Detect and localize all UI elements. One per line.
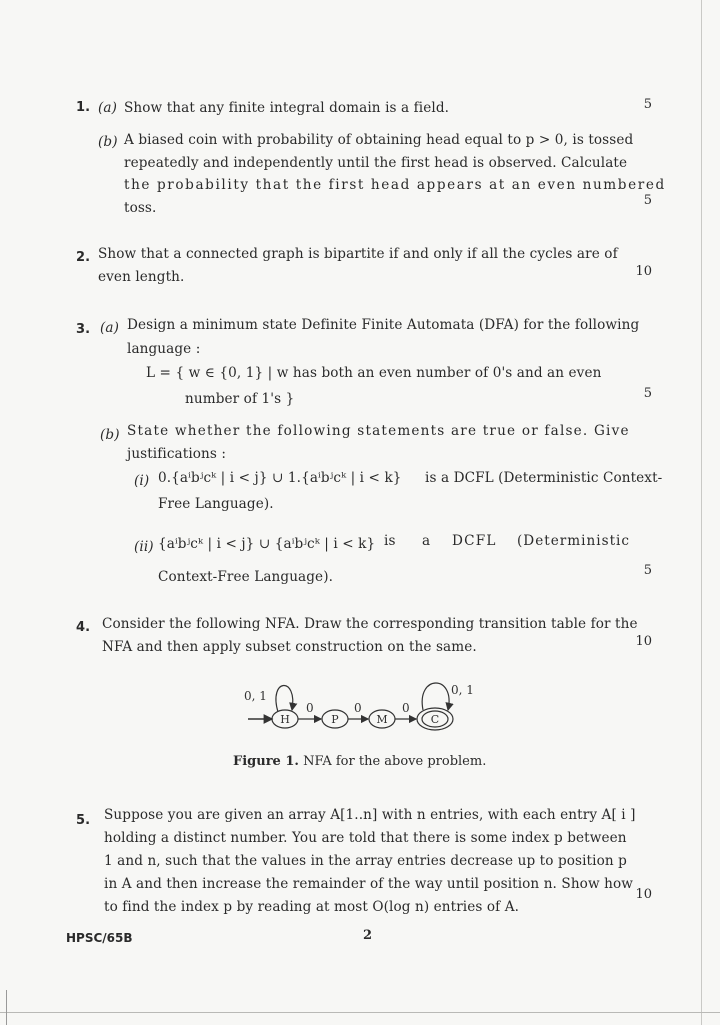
edge-m-c-label: 0	[402, 701, 410, 715]
figure-caption-label: Figure 1.	[233, 754, 299, 769]
q4-line2: NFA and then apply subset construction on the same.	[102, 639, 477, 655]
page-edge-right	[701, 0, 702, 1025]
q1b-marks: 5	[643, 193, 652, 208]
state-p-label: P	[331, 713, 339, 726]
q3a-label: (a)	[100, 320, 120, 336]
q3b-line2: justifications :	[127, 446, 227, 462]
q4-number: 4.	[76, 620, 91, 635]
q5-line5: to find the index p by reading at most O(log n) entries of A.	[104, 899, 520, 915]
q3b-marks: 5	[643, 563, 652, 578]
q3b-ii-line2: Context-Free Language).	[158, 569, 334, 585]
q3b-ii-word-deterministic: (Deterministic	[517, 533, 630, 549]
q5-number: 5.	[76, 813, 91, 828]
q3a-marks: 5	[643, 386, 652, 401]
q3b-i-expression: 0.{aⁱbʲcᵏ | i < j} ∪ 1.{aⁱbʲcᵏ | i < k}	[158, 470, 402, 486]
q5-line4: in A and then increase the remainder of the way until position n. Show how	[104, 876, 633, 892]
q1-number: 1.	[76, 100, 91, 115]
q5-marks: 10	[635, 887, 652, 902]
q3b-ii-label: (ii)	[134, 539, 154, 555]
q3a-line1: Design a minimum state Definite Finite Automata (DFA) for the following	[127, 317, 640, 333]
q3b-ii-word-a: a	[422, 533, 431, 549]
q4-line1: Consider the following NFA. Draw the corresponding transition table for the	[102, 616, 638, 632]
state-h-label: H	[280, 713, 290, 726]
q3b-ii-word-dcfl: DCFL	[452, 533, 497, 549]
q3a-line4: number of 1's }	[185, 391, 295, 407]
edge-p-m-label: 0	[354, 701, 362, 715]
q3b-i-line2: Free Language).	[158, 496, 274, 512]
q1b-line4: toss.	[124, 200, 157, 216]
q3b-i-text: is a DCFL (Deterministic Context-	[425, 470, 663, 486]
q5-line2: holding a distinct number. You are told that there is some index p between	[104, 830, 627, 846]
q3b-ii-expression: {aⁱbʲcᵏ | i < j} ∪ {aⁱbʲcᵏ | i < k}	[158, 536, 376, 552]
q3b-label: (b)	[100, 427, 120, 443]
self-loop-c-label: 0, 1	[451, 683, 474, 697]
page-edge-bottom	[0, 1012, 720, 1013]
q3a-line3: L = { w ∈ {0, 1} | w has both an even number of 0's and an even	[146, 365, 602, 381]
q4-marks: 10	[635, 634, 652, 649]
figure-caption	[233, 754, 486, 769]
nfa-diagram	[240, 672, 490, 740]
q3b-i-label: (i)	[134, 473, 150, 489]
q5-line1: Suppose you are given an array A[1..n] with n entries, with each entry A[ i ]	[104, 807, 636, 823]
q5-line3: 1 and n, such that the values in the array entries decrease up to position p	[104, 853, 627, 869]
q3a-line2: language :	[127, 341, 201, 357]
state-m-label: M	[376, 713, 388, 726]
q1b-line2: repeatedly and independently until the first head is observed. Calculate	[124, 155, 628, 171]
q3b-ii-word-is: is	[384, 533, 396, 549]
q1b-label: (b)	[98, 134, 118, 150]
page-number: 2	[363, 928, 373, 943]
footer-code: HPSC/65B	[66, 931, 133, 945]
q2-marks: 10	[635, 264, 652, 279]
q2-line1: Show that a connected graph is bipartite if and only if all the cycles are of	[98, 246, 618, 262]
self-loop-h-label: 0, 1	[244, 689, 267, 703]
q1b-line3: the probability that the first head appears at an even numbered	[124, 177, 666, 193]
q3b-line1: State whether the following statements are true or false. Give	[127, 423, 630, 439]
q3-number: 3.	[76, 322, 91, 337]
q1a-marks: 5	[643, 97, 652, 112]
q1a-label: (a)	[98, 100, 118, 116]
state-c-label: C	[430, 713, 440, 726]
edge-h-p-label: 0	[306, 701, 314, 715]
figure-caption-text: NFA for the above problem.	[303, 754, 487, 769]
self-loop-h	[276, 685, 293, 712]
q1b-line1: A biased coin with probability of obtaining head equal to p > 0, is tossed	[124, 132, 634, 148]
page-edge-left	[6, 990, 7, 1025]
self-loop-c	[422, 683, 449, 710]
q2-number: 2.	[76, 250, 91, 265]
q2-line2: even length.	[98, 269, 185, 285]
q1a-text: Show that any finite integral domain is a field.	[124, 100, 450, 116]
